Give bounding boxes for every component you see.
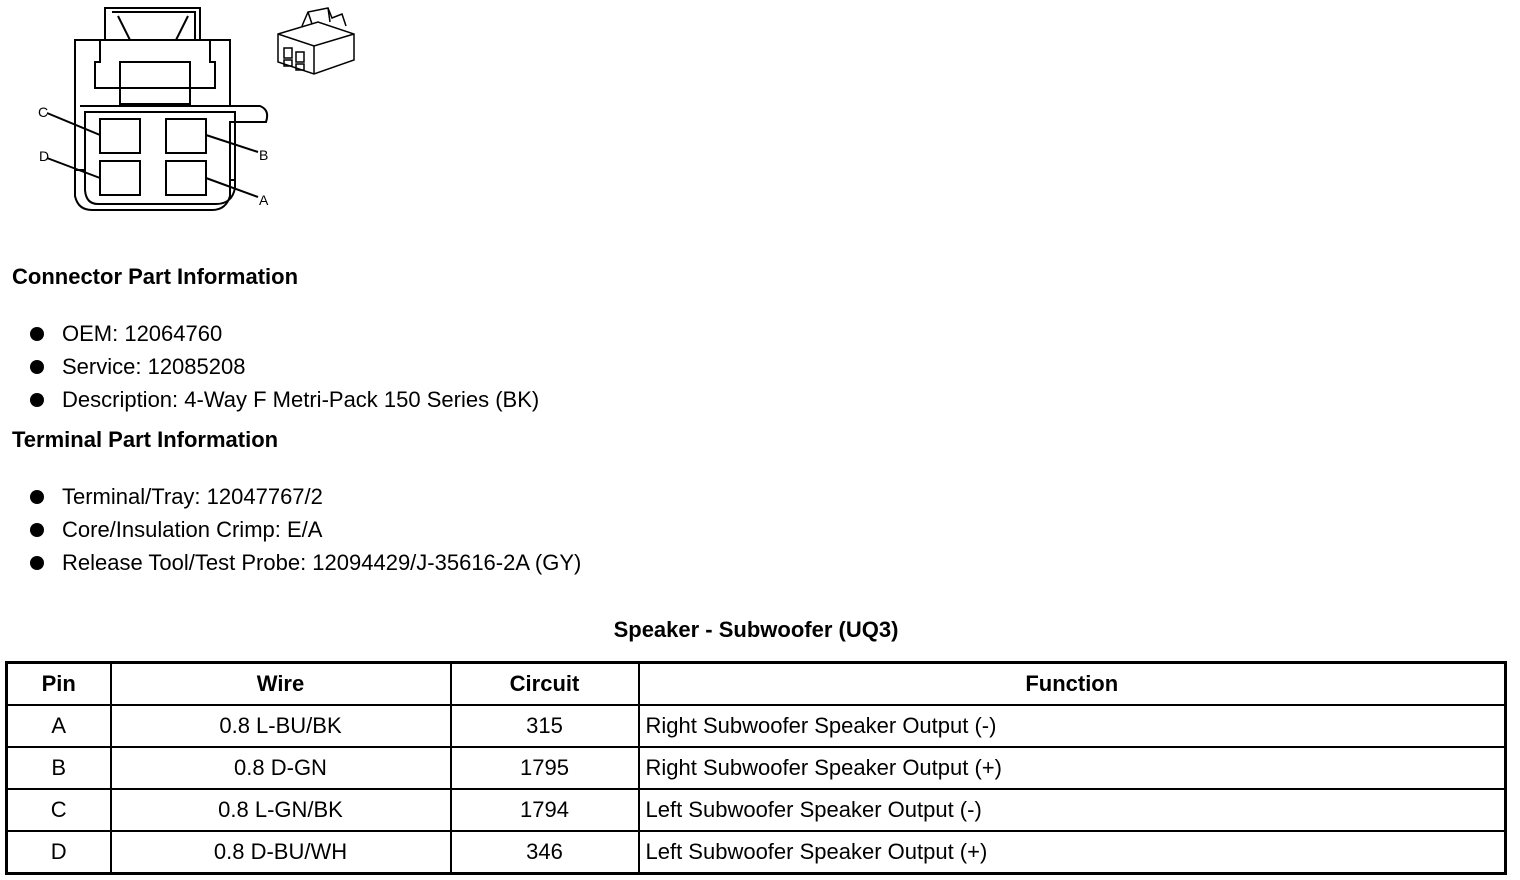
- connector-info-list: [30, 317, 539, 416]
- connector-face-diagram: [30, 0, 280, 220]
- list-item: Description: 4-Way F Metri-Pack 150 Series (BK): [30, 383, 539, 416]
- connector-isometric-icon: [272, 4, 362, 84]
- table-row: [7, 789, 1506, 831]
- cell-function: Left Subwoofer Speaker Output (-): [639, 789, 1506, 831]
- cell-wire: 0.8 D-BU/WH: [111, 831, 451, 874]
- cell-wire: 0.8 D-GN: [111, 747, 451, 789]
- cell-function: Right Subwoofer Speaker Output (+): [639, 747, 1506, 789]
- list-item: Service: 12085208: [30, 350, 539, 383]
- terminal-info-heading: Terminal Part Information: [12, 427, 279, 452]
- cell-circuit: 346: [451, 831, 639, 874]
- cell-pin: C: [7, 789, 111, 831]
- pin-label-c: C: [38, 104, 49, 120]
- list-item: Terminal/Tray: 12047767/2: [30, 480, 581, 513]
- header-pin: Pin: [7, 663, 111, 706]
- header-circuit: Circuit: [451, 663, 639, 706]
- cell-pin: D: [7, 831, 111, 874]
- pin-label-a: A: [259, 192, 269, 208]
- pinout-table: [5, 661, 1507, 875]
- pin-label-d: D: [39, 148, 50, 164]
- cell-wire: 0.8 L-GN/BK: [111, 789, 451, 831]
- table-row: [7, 747, 1506, 789]
- cell-wire: 0.8 L-BU/BK: [111, 705, 451, 747]
- table-row: [7, 705, 1506, 747]
- list-item: Core/Insulation Crimp: E/A: [30, 513, 581, 546]
- cell-function: Left Subwoofer Speaker Output (+): [639, 831, 1506, 874]
- cell-circuit: 1794: [451, 789, 639, 831]
- cell-circuit: 1795: [451, 747, 639, 789]
- cell-pin: B: [7, 747, 111, 789]
- terminal-info-list: [30, 480, 581, 579]
- list-item: OEM: 12064760: [30, 317, 539, 350]
- table-header-row: [7, 663, 1506, 706]
- connector-info-heading: Connector Part Information: [12, 264, 299, 289]
- header-function: Function: [639, 663, 1506, 706]
- cell-function: Right Subwoofer Speaker Output (-): [639, 705, 1506, 747]
- table-title: Speaker - Subwoofer (UQ3): [613, 617, 899, 642]
- cell-pin: A: [7, 705, 111, 747]
- table-row: [7, 831, 1506, 874]
- pin-label-b: B: [259, 147, 269, 163]
- cell-circuit: 315: [451, 705, 639, 747]
- header-wire: Wire: [111, 663, 451, 706]
- list-item: Release Tool/Test Probe: 12094429/J-35616-2A (GY): [30, 546, 581, 579]
